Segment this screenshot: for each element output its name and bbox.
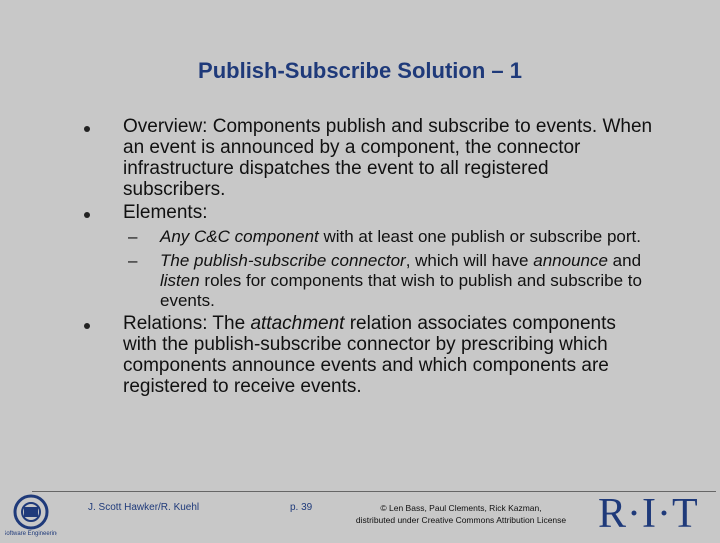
bullet-overview-text: Overview: Components publish and subscribe to events. When an event is announced by a component, the connector infrastructure dispatches the event to all registered subscribers. bbox=[123, 116, 653, 200]
rit-logo: R·I·T bbox=[598, 491, 699, 537]
copyright-line-2: distributed under Creative Commons Attribution License bbox=[355, 515, 567, 525]
sub2-text3: roles for components that wish to publish and subscribe to events. bbox=[160, 271, 642, 310]
sub2-text2: and bbox=[607, 251, 642, 270]
slide-body bbox=[84, 116, 654, 397]
sub1-italic: Any C&C component bbox=[160, 227, 319, 246]
footer-page-number: p. 39 bbox=[290, 502, 313, 513]
sub-bullet-component bbox=[84, 227, 654, 247]
footer-author: J. Scott Hawker/R. Kuehl bbox=[88, 502, 200, 513]
dash-icon: – bbox=[128, 251, 138, 270]
software-engineering-logo bbox=[5, 492, 57, 538]
sub2-text1: , which will have bbox=[405, 251, 534, 270]
sub2-italic3: listen bbox=[160, 271, 200, 290]
dash-icon: – bbox=[128, 227, 138, 246]
relations-text2: relation associates components with the publish-subscribe connector by prescribing which components announce events and which components are registered to receive events. bbox=[123, 313, 616, 397]
bullet-relations bbox=[84, 313, 654, 397]
bullet-overview bbox=[84, 116, 654, 200]
bullet-elements-text: Elements: bbox=[123, 202, 208, 223]
sub-bullet-connector bbox=[84, 251, 654, 311]
relations-text1: Relations: The bbox=[123, 313, 251, 334]
svg-text:Software Engineering: Software Engineering bbox=[5, 531, 57, 537]
bullet-dot-icon bbox=[84, 212, 90, 218]
sub2-italic1: The publish-subscribe connector bbox=[160, 251, 406, 270]
footer-copyright bbox=[320, 502, 602, 526]
bullet-elements bbox=[84, 202, 654, 223]
sub2-italic2: announce bbox=[533, 251, 608, 270]
relations-italic: attachment bbox=[250, 313, 345, 334]
slide-title: Publish-Subscribe Solution – 1 bbox=[198, 58, 522, 83]
bullet-dot-icon bbox=[84, 126, 90, 132]
copyright-line-1: © Len Bass, Paul Clements, Rick Kazman, bbox=[380, 503, 542, 513]
sub1-text: with at least one publish or subscribe port. bbox=[318, 227, 641, 246]
bullet-dot-icon bbox=[84, 323, 90, 329]
